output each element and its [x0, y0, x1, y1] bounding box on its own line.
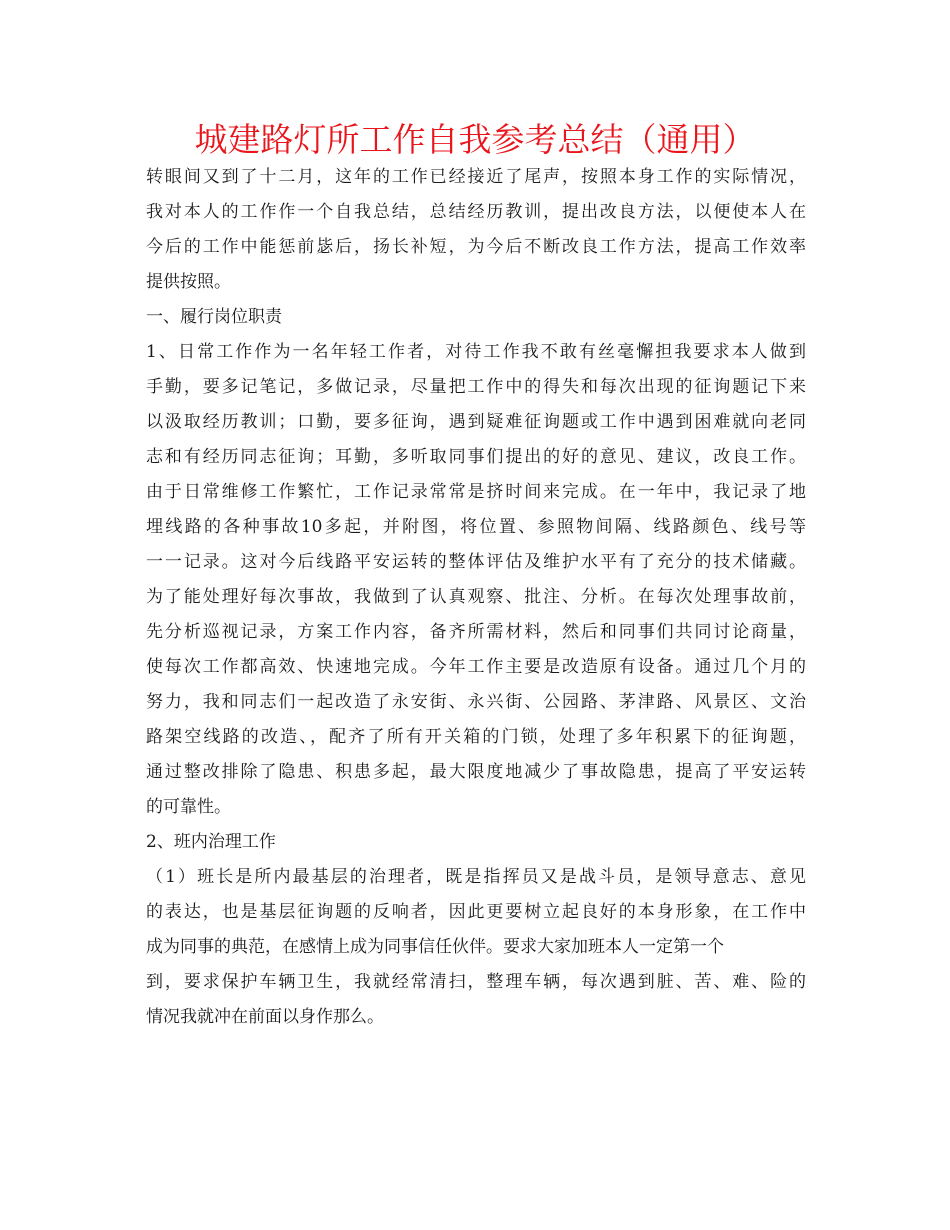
section-heading: 2、班内治理工作 [146, 832, 276, 852]
body-line: 先分析巡视记录，方案工作内容，备齐所需材料，然后和同事们共同讨论商量， [146, 622, 806, 642]
body-line: 到，要求保护车辆卫生，我就经常清扫，整理车辆，每次遇到脏、苦、难、险的 [146, 972, 806, 992]
body-line: 的表达，也是基层征询题的反响者，因此更要树立起良好的本身形象，在工作中 [146, 902, 806, 922]
body-line: 提供按照。 [146, 272, 231, 292]
body-line: 一一记录。这对今后线路平安运转的整体评估及维护水平有了充分的技术储藏。 [146, 552, 806, 572]
body-line: 手勤，要多记笔记，多做记录，尽量把工作中的得失和每次出现的征询题记下来 [146, 377, 806, 397]
body-line: 路架空线路的改造、，配齐了所有开关箱的门锁，处理了多年积累下的征询题， [146, 727, 806, 747]
body-line: 埋线路的各种事故10多起，并附图，将位置、参照物间隔、线路颜色、线号等 [146, 517, 806, 537]
body-line: 转眼间又到了十二月，这年的工作已经接近了尾声，按照本身工作的实际情况， [146, 167, 806, 187]
document-body [146, 160, 806, 1035]
body-line: 为了能处理好每次事故，我做到了认真观察、批注、分析。在每次处理事故前， [146, 587, 806, 607]
section-heading: 一、履行岗位职责 [146, 307, 282, 327]
body-line: 使每次工作都高效、快速地完成。今年工作主要是改造原有设备。通过几个月的 [146, 657, 806, 677]
body-line: 努力，我和同志们一起改造了永安街、永兴街、公园路、茅津路、风景区、文治 [146, 692, 806, 712]
body-line: 成为同事的典范，在感情上成为同事信任伙伴。要求大家加班本人一定第一个 [146, 937, 724, 957]
body-line: 的可靠性。 [146, 797, 231, 817]
document-title: 城建路灯所工作自我参考总结（通用） [194, 120, 756, 159]
body-line: 由于日常维修工作繁忙，工作记录常常是挤时间来完成。在一年中，我记录了地 [146, 482, 806, 502]
body-line: 通过整改排除了隐患、积患多起，最大限度地减少了事故隐患，提高了平安运转 [146, 762, 806, 782]
body-line: 1、日常工作作为一名年轻工作者，对待工作我不敢有丝毫懈担我要求本人做到 [146, 342, 806, 362]
body-line: 我对本人的工作作一个自我总结，总结经历教训，提出改良方法，以便使本人在 [146, 202, 806, 222]
body-line: 情况我就冲在前面以身作那么。 [146, 1007, 384, 1027]
body-line: 以汲取经历教训；口勤，要多征询，遇到疑难征询题或工作中遇到困难就向老同 [146, 412, 806, 432]
body-line: 今后的工作中能惩前毖后，扬长补短，为今后不断改良工作方法，提高工作效率 [146, 237, 806, 257]
body-line: 志和有经历同志征询；耳勤，多听取同事们提出的好的意见、建议，改良工作。 [146, 447, 806, 467]
body-line: （1）班长是所内最基层的治理者，既是指挥员又是战斗员，是领导意志、意见 [146, 867, 806, 887]
